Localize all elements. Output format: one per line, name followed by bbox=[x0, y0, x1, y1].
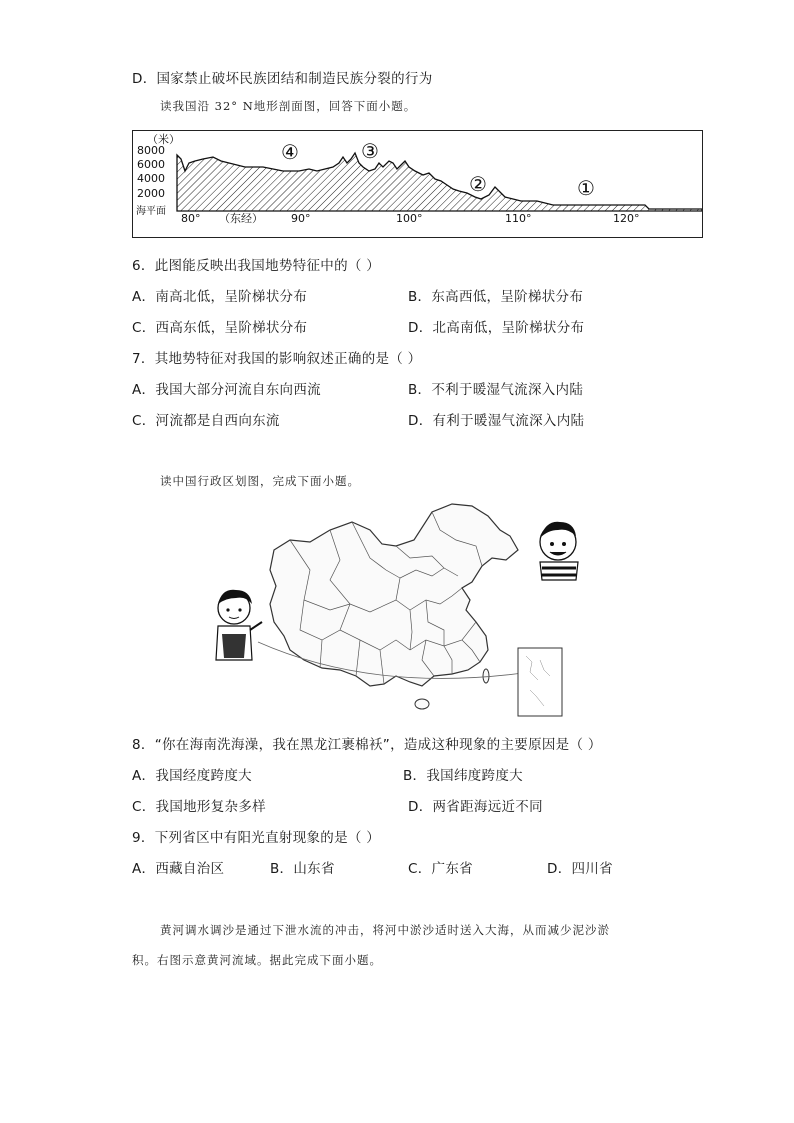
question-9-option-b[interactable]: B．山东省 bbox=[270, 861, 335, 877]
question-7-option-c[interactable]: C．河流都是自西向东流 bbox=[132, 413, 280, 429]
x-tick-label: 90° bbox=[291, 212, 311, 225]
question-7-option-b[interactable]: B．不利于暖湿气流深入内陆 bbox=[408, 382, 584, 398]
marker-3: ③ bbox=[361, 139, 379, 163]
profile-intro: 读我国沿 32° N地形剖面图，回答下面小题。 bbox=[160, 99, 417, 113]
question-6-option-c[interactable]: C．西高东低，呈阶梯状分布 bbox=[132, 320, 308, 336]
question-6-option-d[interactable]: D．北高南低，呈阶梯状分布 bbox=[408, 320, 585, 336]
question-7-stem: 7．其地势特征对我国的影响叙述正确的是（ ） bbox=[132, 351, 422, 367]
sea-level-label: 海平面 bbox=[136, 206, 166, 217]
question-6-option-a[interactable]: A．南高北低，呈阶梯状分布 bbox=[132, 289, 308, 305]
x-tick-label: 110° bbox=[505, 212, 532, 225]
question-8-option-a[interactable]: A．我国经度跨度大 bbox=[132, 768, 252, 784]
south-china-sea-inset bbox=[518, 648, 562, 716]
x-tick-label: 100° bbox=[396, 212, 423, 225]
marker-1: ① bbox=[577, 176, 595, 200]
y-tick-label: 8000 bbox=[137, 144, 165, 157]
y-tick-label: 6000 bbox=[137, 158, 165, 171]
question-9-option-d[interactable]: D．四川省 bbox=[547, 861, 613, 877]
marker-2: ② bbox=[469, 172, 487, 196]
taiwan-island bbox=[483, 669, 489, 683]
hainan-island bbox=[415, 699, 429, 709]
china-outline bbox=[270, 504, 518, 686]
china-map-svg bbox=[200, 500, 600, 722]
x-tick-label: 80° bbox=[181, 212, 201, 225]
question-9-option-c[interactable]: C．广东省 bbox=[408, 861, 473, 877]
question-6-stem: 6．此图能反映出我国地势特征中的（ ） bbox=[132, 258, 381, 274]
question-8-option-d[interactable]: D．两省距海远近不同 bbox=[408, 799, 543, 815]
question-6-option-b[interactable]: B．东高西低，呈阶梯状分布 bbox=[408, 289, 584, 305]
yellow-river-intro-line-1: 黄河调水调沙是通过下泄水流的冲击，将河中淤沙适时送入大海，从而减少泥沙淤 bbox=[160, 923, 610, 937]
x-tick-label: 120° bbox=[613, 212, 640, 225]
cartoon-boy bbox=[540, 522, 578, 580]
question-7-option-d[interactable]: D．有利于暖湿气流深入内陆 bbox=[408, 413, 585, 429]
question-9-stem: 9．下列省区中有阳光直射现象的是（ ） bbox=[132, 830, 381, 846]
question-8-option-b[interactable]: B．我国纬度跨度大 bbox=[403, 768, 523, 784]
question-7-option-a[interactable]: A．我国大部分河流自东向西流 bbox=[132, 382, 321, 398]
terrain-shape bbox=[177, 153, 702, 211]
question-8-option-c[interactable]: C．我国地形复杂多样 bbox=[132, 799, 266, 815]
question-option: D．国家禁止破坏民族团结和制造民族分裂的行为 bbox=[132, 71, 433, 87]
y-tick-label: 4000 bbox=[137, 172, 165, 185]
terrain-profile-svg bbox=[133, 131, 702, 237]
y-tick-label: 2000 bbox=[137, 187, 165, 200]
yellow-river-intro-line-2: 积。右图示意黄河流域。据此完成下面小题。 bbox=[132, 953, 382, 967]
terrain-profile-figure bbox=[132, 130, 703, 238]
marker-4: ④ bbox=[281, 140, 299, 164]
question-8-stem: 8．“你在海南洗海澡，我在黑龙江裹棉袄”，造成这种现象的主要原因是（ ） bbox=[132, 737, 602, 753]
map-intro: 读中国行政区划图，完成下面小题。 bbox=[160, 474, 360, 488]
x-axis-note: （东经） bbox=[219, 212, 263, 225]
y-axis-unit: （米） bbox=[147, 133, 180, 146]
cartoon-girl bbox=[216, 590, 262, 660]
china-map-figure bbox=[200, 500, 600, 722]
question-9-option-a[interactable]: A．西藏自治区 bbox=[132, 861, 225, 877]
